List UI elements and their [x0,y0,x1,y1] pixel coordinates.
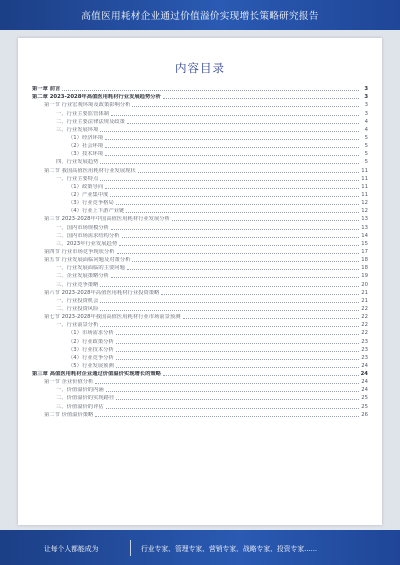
toc-entry-page-number: 23 [361,338,368,345]
toc-leader-dots [122,237,359,238]
toc-entry[interactable] [32,271,368,279]
toc-entry[interactable] [32,141,368,149]
toc-entry[interactable] [32,133,368,141]
toc-leader-dots [111,115,359,116]
toc-entry[interactable] [32,345,368,353]
toc-entry[interactable] [32,92,368,100]
toc-leader-dots [100,180,359,181]
toc-leader-dots [100,302,359,303]
toc-entry[interactable] [32,255,368,263]
toc-leader-dots [95,383,359,384]
toc-entry-page-number: 11 [361,167,368,174]
toc-leader-dots [116,204,359,205]
toc-leader-dots [132,106,359,107]
toc-entry[interactable] [32,296,368,304]
toc-entry-page-number: 5 [364,143,368,150]
toc-leader-dots [127,123,359,124]
toc-entry-page-number: 5 [364,159,368,166]
toc-entry[interactable] [32,312,368,320]
toc-leader-dots [111,229,359,230]
toc-leader-dots [110,196,359,197]
toc-leader-dots [126,212,359,213]
toc-leader-dots [138,172,359,173]
toc-entry[interactable] [32,288,368,296]
toc-entry-page-number: 22 [361,314,368,321]
toc-entry[interactable] [32,174,368,182]
report-title: 高值医用耗材企业通过价值溢价实现增长策略研究报告 [81,11,319,22]
toc-entry-text: 一、行业发展面临的主要问题 [56,265,125,272]
toc-list [32,84,368,418]
footer-slogan: 让每个人都能成为 [44,544,99,553]
toc-entry-text: （4）行业竞争分析 [68,354,114,361]
toc-entry[interactable] [32,190,368,198]
toc-leader-dots [100,163,359,164]
toc-entry[interactable] [32,149,368,157]
toc-entry[interactable] [32,336,368,344]
toc-entry-text: （2）行业政策分析 [68,338,114,345]
toc-entry-page-number: 4 [364,126,368,133]
toc-entry-text: 第一章 前言 [32,86,61,93]
footer-bar [0,530,400,565]
toc-entry[interactable] [32,401,368,409]
toc-leader-dots [116,399,359,400]
toc-entry-page-number: 5 [364,134,368,141]
toc-entry-page-number: 12 [361,200,368,207]
document-page [18,38,382,525]
toc-entry[interactable] [32,206,368,214]
toc-entry-text: 第三章 高值医用耗材企业通过价值溢价实现增长的策略 [32,371,161,378]
toc-entry-page-number: 26 [361,411,368,418]
toc-entry-text: （2）社会环境 [68,143,104,150]
toc-entry-page-number: 14 [361,232,368,239]
toc-entry[interactable] [32,182,368,190]
toc-entry-page-number: 11 [361,175,368,182]
toc-entry-text: （3）行业技术分析 [68,346,114,353]
toc-entry-page-number: 22 [361,322,368,329]
toc-entry[interactable] [32,263,368,271]
toc-entry[interactable] [32,165,368,173]
toc-leader-dots [111,277,359,278]
toc-entry-page-number: 18 [361,257,368,264]
toc-entry-page-number: 21 [361,297,368,304]
toc-leader-dots [106,391,359,392]
toc-entry[interactable] [32,222,368,230]
toc-entry-text: 二、国内市场需求结构分析 [56,232,120,239]
toc-entry[interactable] [32,108,368,116]
toc-leader-dots [100,286,359,287]
toc-leader-dots [105,139,359,140]
toc-leader-dots [163,98,359,99]
toc-leader-dots [100,326,359,327]
toc-entry-text: 一、国内市场规模分析 [56,224,109,231]
toc-entry-text: （1）市场需求分析 [68,330,114,337]
toc-entry-page-number: 3 [364,110,368,117]
toc-entry-page-number: 11 [361,183,368,190]
toc-leader-dots [100,131,359,132]
toc-entry-text: 第二章 2023-2028年高值医用耗材行业发展趋势分析 [32,94,161,101]
toc-leader-dots [106,408,359,409]
report-header-bar [0,0,400,30]
toc-leader-dots [116,359,359,360]
toc-leader-dots [119,245,359,246]
toc-entry-text: 第七节 2023-2028年我国高值医用耗材行业市场前景预测 [44,314,181,321]
toc-leader-dots [116,343,359,344]
toc-entry[interactable] [32,117,368,125]
toc-entry-text: 二、价值溢价的实现路径 [56,395,115,402]
toc-entry-text: 第五节 行业发展面临问题及对策分析 [44,257,131,264]
toc-entry-text: （5）行业发展预测 [68,362,114,369]
toc-entry-text: 一、价值溢价的内涵 [56,387,104,394]
toc-entry-text: （3）技术环境 [68,151,104,158]
toc-leader-dots [163,375,359,376]
toc-entry-text: （4）行业上下游产业链 [68,208,125,215]
toc-entry-text: （1）经济环境 [68,134,104,141]
toc-entry-page-number: 5 [364,151,368,158]
toc-entry-text: 三、价值溢价的评估 [56,403,104,410]
toc-entry[interactable] [32,304,368,312]
toc-entry[interactable] [32,279,368,287]
toc-leader-dots [62,90,359,91]
toc-entry-page-number: 13 [361,224,368,231]
footer-divider [130,540,131,556]
toc-entry-text: 一、行业前景分析 [56,322,99,329]
toc-entry-page-number: 24 [360,371,368,378]
toc-leader-dots [116,334,359,335]
toc-entry-text: 二、行业主要法律法规及政策 [56,118,125,125]
toc-leader-dots [183,318,360,319]
toc-entry-text: 第一节 行业宏观环境及政策影响分析 [44,102,131,109]
toc-entry-text: 第二节 价值溢价策略 [44,411,94,418]
toc-entry[interactable] [32,157,368,165]
toc-entry[interactable] [32,377,368,385]
toc-entry[interactable] [32,239,368,247]
toc-leader-dots [100,310,359,311]
toc-entry-page-number: 4 [364,118,368,125]
toc-entry-text: 三、行业竞争策略 [56,281,99,288]
toc-entry[interactable] [32,353,368,361]
toc-entry-page-number: 24 [361,379,368,386]
toc-entry-page-number: 17 [361,248,368,255]
toc-entry-page-number: 23 [361,346,368,353]
toc-leader-dots [161,294,359,295]
toc-entry[interactable] [32,410,368,418]
toc-entry[interactable] [32,385,368,393]
toc-entry-page-number: 21 [361,289,368,296]
toc-leader-dots [172,220,359,221]
toc-entry[interactable] [32,125,368,133]
toc-entry-text: 第一节 企业价值分析 [44,379,94,386]
toc-entry[interactable] [32,361,368,369]
toc-leader-dots [105,188,359,189]
toc-entry-text: 四、行业发展趋势 [56,159,99,166]
toc-entry-text: （2）产业集中度 [68,191,109,198]
toc-entry-text: 第三节 2023-2028年中国高值医用耗材行业发展分析 [44,216,170,223]
toc-leader-dots [95,416,359,417]
toc-entry-text: 第四节 行业市场竞争现状分析 [44,248,115,255]
toc-entry-page-number: 20 [361,281,368,288]
toc-entry-text: （3）行业竞争格局 [68,200,114,207]
toc-entry[interactable] [32,231,368,239]
toc-leader-dots [117,253,359,254]
toc-entry[interactable] [32,393,368,401]
toc-leader-dots [105,147,359,148]
toc-entry-page-number: 18 [361,265,368,272]
toc-entry-text: 二、企业发展策略分析 [56,273,109,280]
toc-entry-page-number: 13 [361,216,368,223]
toc-entry-text: 三、行业发展环境 [56,126,99,133]
toc-entry-page-number: 11 [361,191,368,198]
toc-entry-text: 三、2023年行业发展趋势 [56,240,118,247]
toc-entry[interactable] [32,100,368,108]
toc-entry-text: 一、行业主要监管体制 [56,110,109,117]
toc-entry-page-number: 24 [361,387,368,394]
toc-entry-page-number: 3 [364,102,368,109]
toc-leader-dots [116,351,359,352]
toc-leader-dots [116,367,359,368]
toc-entry-page-number: 22 [361,330,368,337]
toc-entry-text: （1）政策导向 [68,183,104,190]
toc-entry-page-number: 3 [364,86,368,93]
toc-entry-page-number: 15 [361,240,368,247]
toc-entry[interactable] [32,320,368,328]
toc-leader-dots [132,261,359,262]
toc-entry-page-number: 24 [361,362,368,369]
toc-leader-dots [127,269,359,270]
toc-entry[interactable] [32,214,368,222]
toc-entry[interactable] [32,369,368,377]
toc-entry[interactable] [32,247,368,255]
toc-entry-text: 一、行业主要特点 [56,175,99,182]
toc-entry-text: 二、行业投资风险 [56,305,99,312]
toc-entry-page-number: 3 [364,94,368,101]
toc-leader-dots [105,155,359,156]
toc-entry-page-number: 19 [361,273,368,280]
footer-tagline: 行业专家、管理专家、营销专家、战略专家、投资专家...... [141,544,318,553]
toc-entry[interactable] [32,328,368,336]
toc-entry-page-number: 25 [361,395,368,402]
toc-entry[interactable] [32,84,368,92]
toc-entry-page-number: 23 [361,354,368,361]
toc-entry[interactable] [32,198,368,206]
toc-title: 内容目录 [175,61,225,75]
toc-entry-text: 第二节 我国高值医用耗材行业发展现状 [44,167,136,174]
toc-entry-text: 第六节 2023-2028年高值医用耗材行业投资策略 [44,289,160,296]
toc-entry-page-number: 12 [361,208,368,215]
toc-entry-page-number: 22 [361,305,368,312]
toc-entry-page-number: 25 [361,403,368,410]
toc-entry-text: 一、行业投资机会 [56,297,99,304]
